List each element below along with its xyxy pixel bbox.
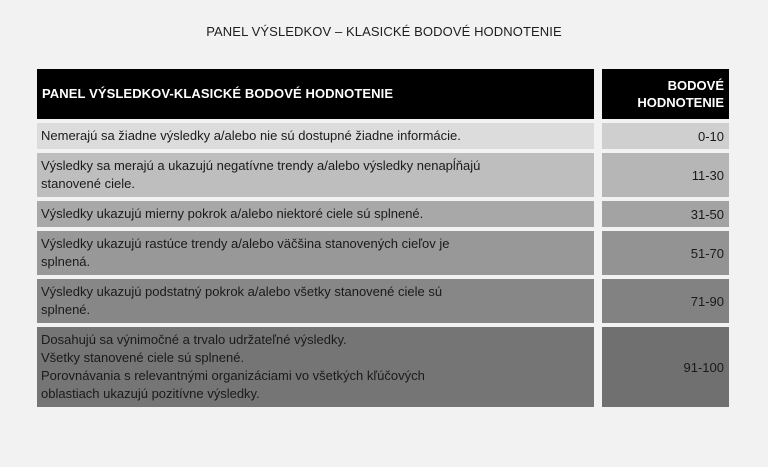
- row-description-cell: [37, 231, 594, 275]
- table-row: [37, 201, 729, 227]
- table-row: [37, 123, 729, 149]
- row-score-cell: 51-70: [602, 231, 729, 275]
- row-score-cell: 91-100: [602, 327, 729, 407]
- table-row: [37, 153, 729, 197]
- description-line: Výsledky ukazujú podstatný pokrok a/alebo všetky stanovené ciele sú: [41, 284, 443, 299]
- header-score-line1: BODOVÉ: [667, 78, 724, 93]
- header-score-cell: [602, 69, 729, 119]
- description-line: splnené.: [41, 302, 91, 317]
- row-score-cell: 31-50: [602, 201, 729, 227]
- page-title: PANEL VÝSLEDKOV – KLASICKÉ BODOVÉ HODNOTENIE: [206, 24, 562, 39]
- table-row: [37, 327, 729, 407]
- table-row: [37, 231, 729, 275]
- row-score-cell: 0-10: [602, 123, 729, 149]
- row-description-cell: [37, 279, 594, 323]
- description-line: Výsledky ukazujú rastúce trendy a/alebo väčšina stanovených cieľov je: [41, 236, 450, 251]
- scoring-table: [37, 69, 729, 407]
- description-line: stanovené ciele.: [41, 176, 135, 191]
- table-row: [37, 279, 729, 323]
- description-line: Nemerajú sa žiadne výsledky a/alebo nie sú dostupné žiadne informácie.: [41, 128, 461, 143]
- description-line: Dosahujú sa výnimočné a trvalo udržateľné výsledky.: [41, 332, 347, 347]
- row-description-cell: [37, 327, 594, 407]
- description-line: Výsledky sa merajú a ukazujú negatívne trendy a/alebo výsledky nenapĺňajú: [41, 158, 481, 173]
- table-header-row: [37, 69, 729, 119]
- row-score-cell: 71-90: [602, 279, 729, 323]
- row-description-cell: [37, 123, 594, 149]
- description-line: Porovnávania s relevantnými organizáciami vo všetkých kľúčových: [41, 368, 425, 383]
- header-score-line2: HODNOTENIE: [637, 95, 724, 110]
- description-line: Všetky stanovené ciele sú splnené.: [41, 350, 245, 365]
- row-description-cell: [37, 153, 594, 197]
- row-description-cell: [37, 201, 594, 227]
- row-score-cell: 11-30: [602, 153, 729, 197]
- description-line: splnená.: [41, 254, 91, 269]
- description-line: Výsledky ukazujú mierny pokrok a/alebo niektoré ciele sú splnené.: [41, 206, 424, 221]
- description-line: oblastiach ukazujú pozitívne výsledky.: [41, 386, 260, 401]
- header-description-cell: PANEL VÝSLEDKOV-KLASICKÉ BODOVÉ HODNOTENIE: [37, 69, 594, 119]
